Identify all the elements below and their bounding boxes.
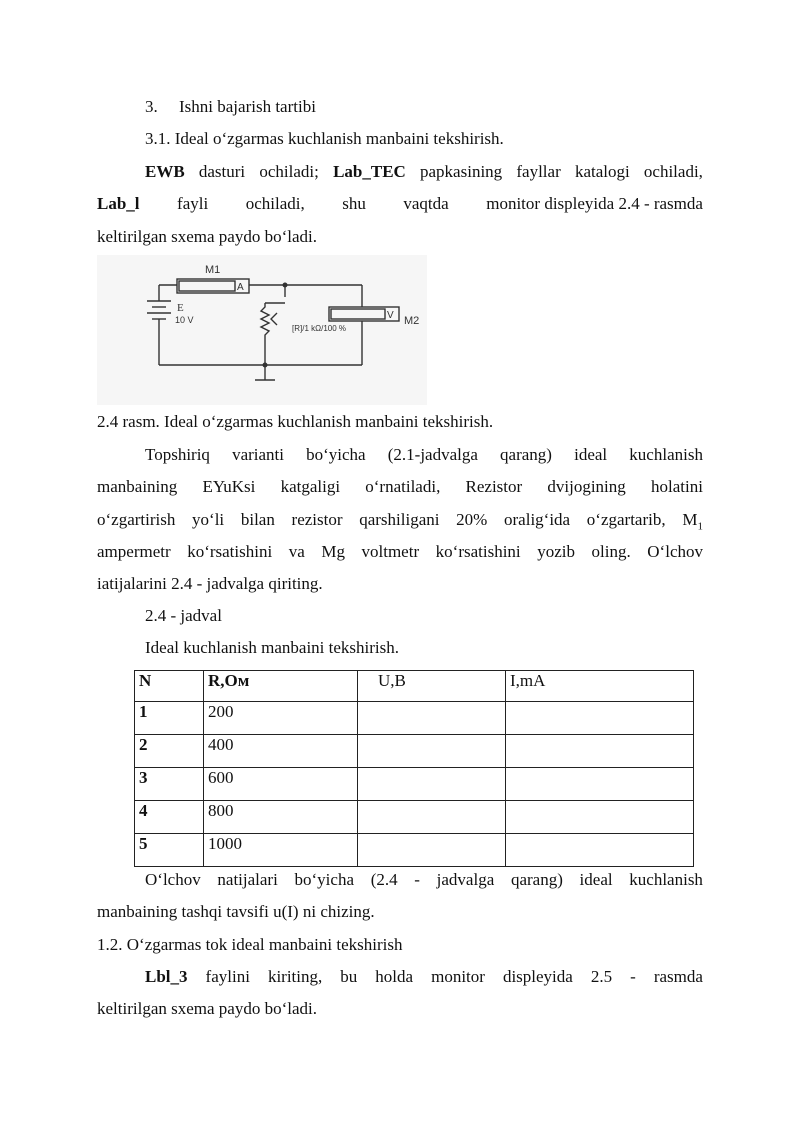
word: ochiladi, xyxy=(245,194,305,213)
p1-line3: keltirilgan sxema paydo bo‘ladi. xyxy=(97,227,317,246)
word: Lab_TEC xyxy=(333,162,406,181)
word: qarang) xyxy=(510,870,563,889)
word: Rezistor xyxy=(465,477,523,496)
word: papkasining xyxy=(420,162,503,181)
p2-line4 xyxy=(97,542,703,562)
meter-letter: M xyxy=(682,510,698,529)
word: Mg xyxy=(321,542,345,561)
word: shu xyxy=(342,194,366,213)
word: 20% xyxy=(456,510,488,529)
word: kuchlanish xyxy=(629,445,703,464)
word: bu xyxy=(340,967,358,986)
p4-line1 xyxy=(145,967,703,987)
source-voltage: 10 V xyxy=(175,315,194,325)
word: oling. xyxy=(591,542,631,561)
word: manbaining xyxy=(97,477,178,496)
p2-line5: iatijalarini 2.4 - jadvalga qiriting. xyxy=(97,574,323,593)
word: ochiladi, xyxy=(643,162,703,181)
word: 2.5 xyxy=(590,967,613,986)
word: Lbl_3 xyxy=(145,967,188,986)
word: vaqtda xyxy=(403,194,449,213)
cell-i xyxy=(506,801,694,834)
word: ideal xyxy=(579,870,613,889)
cell-u xyxy=(358,768,506,801)
word: fayllar xyxy=(516,162,561,181)
measurement-table xyxy=(134,670,694,867)
header-n: N xyxy=(135,671,204,702)
word: monitor displeyida 2.4 - rasmda xyxy=(486,194,703,213)
word: ampermetr xyxy=(97,542,171,561)
word: EYuKsi xyxy=(202,477,256,496)
word: (2.1-jadvalga xyxy=(387,445,478,464)
word: yozib xyxy=(537,542,575,561)
figure-caption: 2.4 rasm. Ideal o‘zgarmas kuchlanish manbaini tekshirish. xyxy=(97,412,494,431)
m1-label: M1 xyxy=(205,264,221,276)
cell-r: 200 xyxy=(204,702,358,735)
word: natijalari xyxy=(217,870,278,889)
header-i: I,mA xyxy=(506,671,694,702)
word: monitor xyxy=(431,967,485,986)
word: Lab_l xyxy=(97,194,140,213)
word: va xyxy=(288,542,305,561)
word: rezistor xyxy=(291,510,343,529)
word: O‘lchov xyxy=(145,870,201,889)
cell-n: 3 xyxy=(135,768,204,801)
voltmeter-symbol: V xyxy=(387,310,394,321)
resistor-label: [R]/1 kΩ/100 % xyxy=(292,324,347,333)
p2-line3 xyxy=(97,510,703,532)
cell-i xyxy=(506,834,694,867)
word: voltmetr xyxy=(361,542,420,561)
word: rasmda xyxy=(653,967,703,986)
p3-line1 xyxy=(145,870,703,890)
table-title: Ideal kuchlanish manbaini tekshirish. xyxy=(145,638,399,657)
cell-r: 400 xyxy=(204,735,358,768)
cell-u xyxy=(358,801,506,834)
word: EWB xyxy=(145,162,185,181)
cell-n: 4 xyxy=(135,801,204,834)
cell-i xyxy=(506,735,694,768)
table-row xyxy=(135,768,694,801)
cell-n: 1 xyxy=(135,702,204,735)
section-number: 3. xyxy=(145,97,158,116)
word: qarang) xyxy=(500,445,552,464)
word: displeyida xyxy=(502,967,573,986)
p4-line2: keltirilgan sxema paydo bo‘ladi. xyxy=(97,999,317,1018)
source-label: E xyxy=(177,302,184,314)
word: ko‘rsatishini xyxy=(435,542,521,561)
subsection-3-1: 3.1. Ideal o‘zgarmas kuchlanish manbaini tekshirish. xyxy=(145,129,504,148)
cell-u xyxy=(358,702,506,735)
word: bo‘yicha xyxy=(294,870,354,889)
ammeter-symbol: A xyxy=(237,282,244,293)
circuit-figure xyxy=(97,255,427,405)
header-u: U,B xyxy=(358,671,506,702)
section-heading xyxy=(145,97,703,117)
word: dasturi xyxy=(198,162,246,181)
subsection-1-2: 1.2. O‘zgarmas tok ideal manbaini tekshirish xyxy=(97,935,403,954)
table-row xyxy=(135,735,694,768)
word: fayli xyxy=(177,194,209,213)
word: (2.4 xyxy=(370,870,398,889)
word: katalogi xyxy=(574,162,630,181)
section-title: Ishni bajarish tartibi xyxy=(179,97,316,116)
cell-r: 800 xyxy=(204,801,358,834)
cell-n: 5 xyxy=(135,834,204,867)
header-r: R,Ом xyxy=(204,671,358,702)
word: faylini xyxy=(205,967,250,986)
table-row xyxy=(135,834,694,867)
cell-n: 2 xyxy=(135,735,204,768)
word: ideal xyxy=(574,445,608,464)
meter-subscript: 1 xyxy=(697,520,703,533)
word: varianti xyxy=(232,445,284,464)
cell-u xyxy=(358,735,506,768)
cell-i xyxy=(506,768,694,801)
table-header-row xyxy=(135,671,694,702)
p2-line2 xyxy=(97,477,703,497)
word: bo‘yicha xyxy=(306,445,366,464)
word: ochiladi; xyxy=(259,162,319,181)
word: o‘zgartirish xyxy=(97,510,176,529)
word: oralig‘ida xyxy=(504,510,571,529)
word: kuchlanish xyxy=(629,870,703,889)
p2-line1 xyxy=(145,445,703,465)
word: o‘rnatiladi, xyxy=(365,477,441,496)
word: dvijogining xyxy=(547,477,626,496)
word: kiriting, xyxy=(267,967,323,986)
word: holda xyxy=(375,967,414,986)
cell-r: 1000 xyxy=(204,834,358,867)
cell-r: 600 xyxy=(204,768,358,801)
word: - xyxy=(414,870,420,889)
p1-line1 xyxy=(145,162,703,182)
word: ko‘rsatishini xyxy=(187,542,273,561)
circuit-diagram xyxy=(97,255,427,405)
p1-line2 xyxy=(97,194,703,214)
m2-label: M2 xyxy=(404,315,420,327)
table-number: 2.4 - jadval xyxy=(145,606,222,625)
word: holatini xyxy=(651,477,703,496)
word: bilan xyxy=(240,510,275,529)
cell-i xyxy=(506,702,694,735)
word: o‘zgartarib, xyxy=(586,510,666,529)
word: O‘lchov xyxy=(647,542,703,561)
word: Topshiriq xyxy=(145,445,210,464)
word: jadvalga xyxy=(436,870,495,889)
table-row xyxy=(135,702,694,735)
p3-line2: manbaining tashqi tavsifi u(I) ni chizing. xyxy=(97,902,375,921)
word xyxy=(682,510,703,532)
word: yo‘li xyxy=(192,510,225,529)
cell-u xyxy=(358,834,506,867)
word: katgaligi xyxy=(280,477,341,496)
word: qarshiligani xyxy=(359,510,440,529)
word: - xyxy=(630,967,636,986)
table-row xyxy=(135,801,694,834)
